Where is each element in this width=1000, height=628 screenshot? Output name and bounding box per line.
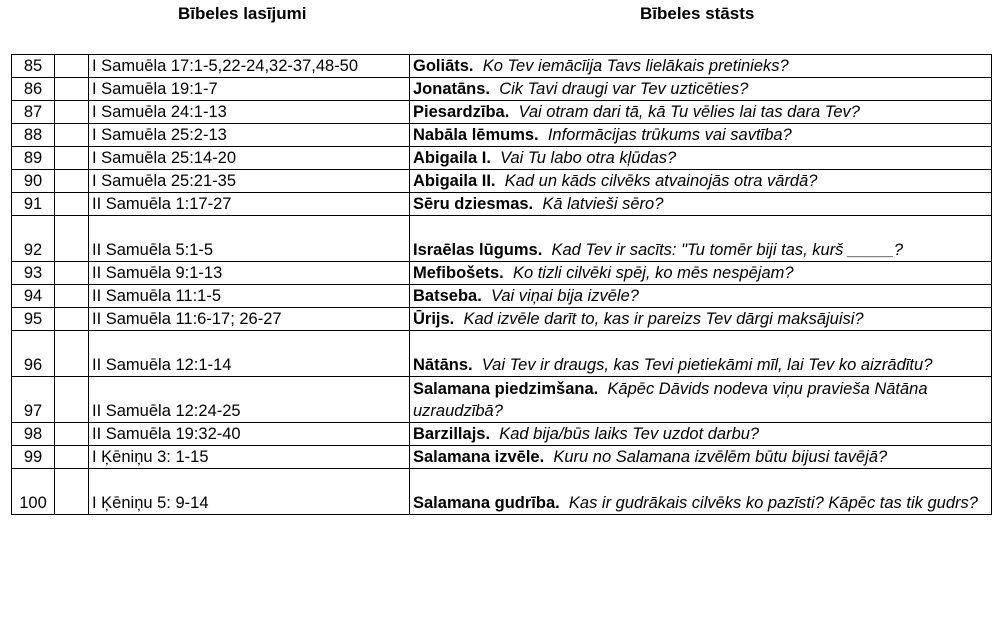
row-number: 91: [12, 193, 55, 216]
story-question: Vai otram dari tā, kā Tu vēlies lai tas dara Tev?: [518, 103, 860, 121]
story-question: Kad bija/būs laiks Tev uzdot darbu?: [499, 425, 760, 443]
story-name: Barzillajs.: [413, 425, 491, 443]
story-question: Vai viņai bija izvēle?: [490, 287, 639, 305]
reading-reference: II Samuēla 11:6-17; 26-27: [89, 308, 410, 331]
reading-reference: II Samuēla 9:1-13: [89, 262, 410, 285]
reading-reference: I Samuēla 25:21-35: [89, 170, 410, 193]
table-row: [12, 216, 992, 262]
blank-cell: [55, 101, 89, 124]
story-question: Kad izvēle darīt to, kas ir pareizs Tev dārgi maksājuisi?: [463, 310, 864, 328]
table-row: [12, 285, 992, 308]
reading-reference: II Samuēla 19:32-40: [89, 423, 410, 446]
reading-reference: I Samuēla 17:1-5,22-24,32-37,48-50: [89, 55, 410, 78]
story-name: Jonatāns.: [413, 80, 491, 98]
story-cell: [410, 193, 992, 216]
story-question: Ko tizli cilvēki spēj, ko mēs nespējam?: [512, 264, 794, 282]
story-cell: [410, 262, 992, 285]
story-question: Kad Tev ir sacīts: "Tu tomēr biji tas, kurš _____?: [551, 241, 904, 259]
row-number: 87: [12, 101, 55, 124]
story-cell: [410, 216, 992, 262]
blank-cell: [55, 55, 89, 78]
reading-reference: II Samuēla 12:1-14: [89, 331, 410, 377]
table-row: [12, 170, 992, 193]
row-number: 92: [12, 216, 55, 262]
story-name: Ūrijs.: [413, 310, 455, 328]
row-number: 100: [12, 469, 55, 515]
blank-cell: [55, 469, 89, 515]
blank-cell: [55, 423, 89, 446]
story-cell: [410, 101, 992, 124]
table-row: [12, 147, 992, 170]
blank-cell: [55, 331, 89, 377]
reading-reference: II Samuēla 5:1-5: [89, 216, 410, 262]
table-row: [12, 377, 992, 423]
story-name: Salamana gudrība.: [413, 494, 560, 512]
story-question: Kuru no Salamana izvēlēm būtu bijusi tavējā?: [553, 448, 888, 466]
row-number: 98: [12, 423, 55, 446]
blank-cell: [55, 124, 89, 147]
reading-reference: I Samuēla 25:2-13: [89, 124, 410, 147]
reading-reference: II Samuēla 1:17-27: [89, 193, 410, 216]
story-cell: [410, 147, 992, 170]
table-row: [12, 55, 992, 78]
blank-cell: [55, 308, 89, 331]
row-number: 89: [12, 147, 55, 170]
story-cell: [410, 331, 992, 377]
table-row: [12, 423, 992, 446]
table-row: [12, 446, 992, 469]
story-name: Nabāla lēmums.: [413, 126, 539, 144]
story-name: Piesardzība.: [413, 103, 510, 121]
row-number: 93: [12, 262, 55, 285]
story-cell: [410, 308, 992, 331]
story-question: Vai Tu labo otra kļūdas?: [500, 149, 677, 167]
story-cell: [410, 469, 992, 515]
blank-cell: [55, 446, 89, 469]
story-question: Ko Tev iemācīija Tavs lielākais pretinieks?: [482, 57, 789, 75]
blank-cell: [55, 216, 89, 262]
reading-reference: I Samuēla 25:14-20: [89, 147, 410, 170]
story-name: Salamana piedzimšana.: [413, 380, 599, 398]
story-cell: [410, 55, 992, 78]
story-name: Abigaila I.: [413, 149, 491, 167]
table-row: [12, 331, 992, 377]
story-cell: [410, 124, 992, 147]
table-row: [12, 124, 992, 147]
story-question: Cik Tavi draugi var Tev uzticēties?: [499, 80, 749, 98]
table-row: [12, 469, 992, 515]
row-number: 95: [12, 308, 55, 331]
row-number: 96: [12, 331, 55, 377]
readings-table-body: [12, 55, 992, 515]
reading-reference: I Samuēla 24:1-13: [89, 101, 410, 124]
story-name: Mefibošets.: [413, 264, 504, 282]
row-number: 85: [12, 55, 55, 78]
row-number: 88: [12, 124, 55, 147]
reading-reference: I Ķēniņu 5: 9-14: [89, 469, 410, 515]
story-question: Informācijas trūkums vai savtība?: [547, 126, 792, 144]
story-cell: [410, 377, 992, 423]
table-row: [12, 78, 992, 101]
blank-cell: [55, 147, 89, 170]
story-question: Kāpēc Dāvids nodeva viņu pravieša Nātāna uzraudzībā?: [413, 380, 928, 420]
blank-cell: [55, 193, 89, 216]
story-cell: [410, 446, 992, 469]
story-name: Batseba.: [413, 287, 482, 305]
blank-cell: [55, 262, 89, 285]
row-number: 90: [12, 170, 55, 193]
reading-reference: II Samuēla 12:24-25: [89, 377, 410, 423]
story-name: Nātāns.: [413, 356, 473, 374]
story-question: Vai Tev ir draugs, kas Tevi pietiekāmi mīl, lai Tev ko aizrādītu?: [481, 356, 933, 374]
story-name: Sēru dziesmas.: [413, 195, 534, 213]
story-question: Kā latvieši sēro?: [542, 195, 664, 213]
story-header: Bībeles stāsts: [640, 4, 755, 23]
reading-reference: I Ķēniņu 3: 1-15: [89, 446, 410, 469]
blank-cell: [55, 285, 89, 308]
story-cell: [410, 170, 992, 193]
story-question: Kad un kāds cilvēks atvainojās otra vārdā?: [504, 172, 818, 190]
table-row: [12, 101, 992, 124]
story-question: Kas ir gudrākais cilvēks ko pazīsti? Kāpēc tas tik gudrs?: [568, 494, 978, 512]
story-name: Abigaila II.: [413, 172, 496, 190]
readings-table: [11, 54, 992, 515]
row-number: 99: [12, 446, 55, 469]
table-row: [12, 262, 992, 285]
blank-cell: [55, 377, 89, 423]
table-row: [12, 308, 992, 331]
row-number: 94: [12, 285, 55, 308]
story-cell: [410, 423, 992, 446]
readings-header: Bībeles lasījumi: [178, 4, 307, 23]
table-row: [12, 193, 992, 216]
table-headers: [0, 0, 1000, 40]
story-name: Goliāts.: [413, 57, 474, 75]
story-cell: [410, 78, 992, 101]
story-name: Salamana izvēle.: [413, 448, 545, 466]
row-number: 86: [12, 78, 55, 101]
row-number: 97: [12, 377, 55, 423]
story-name: Israēlas lūgums.: [413, 241, 543, 259]
reading-reference: II Samuēla 11:1-5: [89, 285, 410, 308]
blank-cell: [55, 78, 89, 101]
reading-reference: I Samuēla 19:1-7: [89, 78, 410, 101]
blank-cell: [55, 170, 89, 193]
story-cell: [410, 285, 992, 308]
